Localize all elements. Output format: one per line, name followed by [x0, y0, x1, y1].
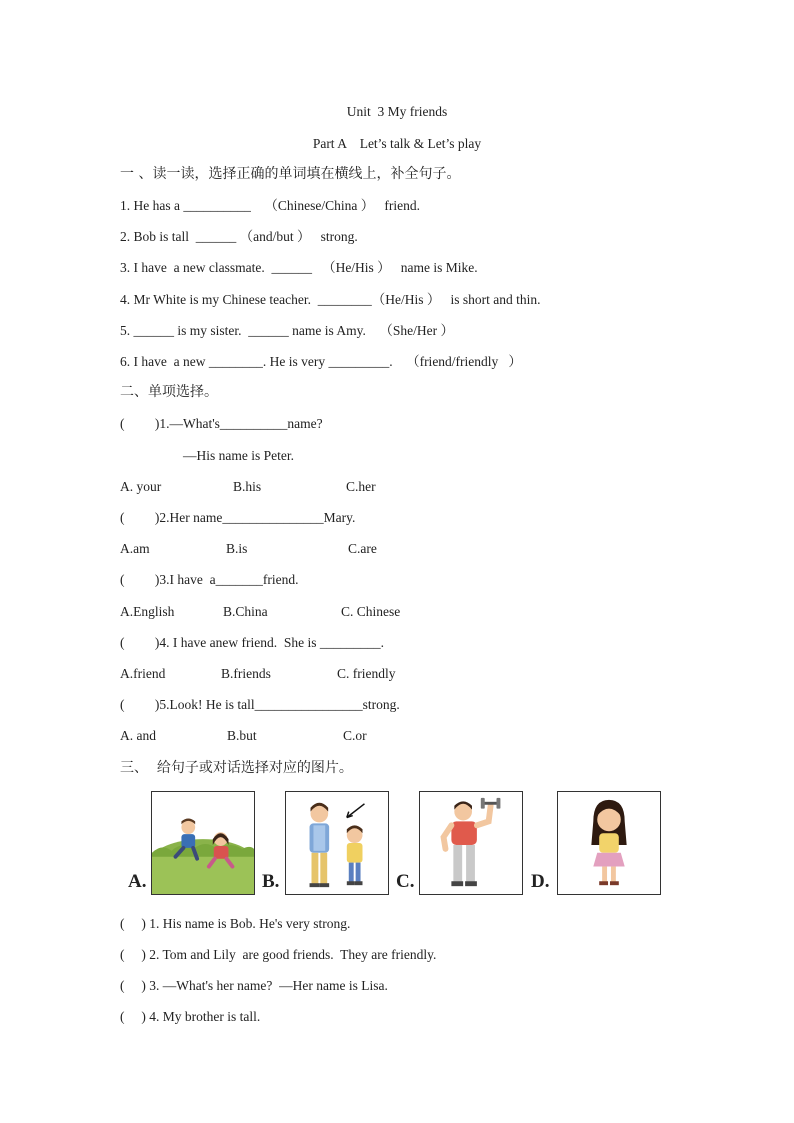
q2-option-b: B.is [226, 541, 248, 556]
q2-option-a: A.am [120, 541, 150, 556]
q2-option-c: C.are [348, 541, 377, 556]
picture-d [557, 791, 661, 895]
strong-man-illustration [420, 792, 522, 894]
question-1: ( )1.—What's__________name? [120, 416, 323, 431]
question-4: ( )4. I have anew friend. She is _________. [120, 635, 384, 650]
section1-item-5: 5. ______ is my sister. ______ name is Amy. （She/Her ） [120, 323, 454, 338]
q5-option-c: C.or [343, 728, 367, 743]
section3-item-3: ( ) 3. —What's her name? —Her name is Lisa. [120, 978, 388, 993]
question-1-answer-line: —His name is Peter. [183, 448, 294, 463]
section1-item-2: 2. Bob is tall ______ （and/but ） strong. [120, 229, 358, 244]
page-subtitle: Part A Let’s talk & Let’s play [312, 136, 482, 151]
q5-option-a: A. and [120, 728, 156, 743]
picture-d-letter: D. [531, 871, 550, 892]
question-5: ( )5.Look! He is tall________________strong. [120, 697, 400, 712]
q1-option-a: A. your [120, 479, 162, 494]
q4-option-c: C. friendly [337, 666, 396, 681]
section1-heading: 一 、读一读，选择正确的单词填在横线上，补全句子。 [120, 166, 461, 182]
picture-a-letter: A. [128, 871, 147, 892]
question-3: ( )3.I have a_______friend. [120, 572, 299, 587]
q1-option-b: B.his [233, 479, 262, 494]
section1-item-3: 3. I have a new classmate. ______ （He/His ） name is Mike. [120, 260, 478, 275]
section3-item-2: ( ) 2. Tom and Lily are good friends. They are friendly. [120, 947, 437, 962]
q4-option-a: A.friend [120, 666, 166, 681]
picture-c-letter: C. [396, 871, 415, 892]
picture-c [419, 791, 523, 895]
q3-option-c: C. Chinese [341, 604, 401, 619]
kids-playing-illustration [152, 792, 254, 894]
section3-item-1: ( ) 1. His name is Bob. He's very strong. [120, 916, 351, 931]
section2-heading: 二、单项选择。 [120, 384, 218, 400]
q3-option-a: A.English [120, 604, 175, 619]
page-title: Unit 3 My friends [346, 104, 448, 119]
section1-item-1: 1. He has a __________ （Chinese/China ） friend. [120, 198, 420, 213]
tall-man-and-boy-illustration [286, 792, 388, 894]
section1-item-4: 4. Mr White is my Chinese teacher. ________（He/His ） is short and thin. [120, 292, 541, 307]
picture-b-letter: B. [262, 871, 280, 892]
q5-option-b: B.but [227, 728, 257, 743]
q1-option-c: C.her [346, 479, 376, 494]
girl-illustration [558, 792, 660, 894]
picture-b [285, 791, 389, 895]
section1-item-6: 6. I have a new ________. He is very _________. （friend/friendly ） [120, 354, 522, 369]
q4-option-b: B.friends [221, 666, 271, 681]
section3-heading: 三、 给句子或对话选择对应的图片。 [120, 760, 353, 776]
question-2: ( )2.Her name_______________Mary. [120, 510, 356, 525]
section3-item-4: ( ) 4. My brother is tall. [120, 1009, 261, 1024]
q3-option-b: B.China [223, 604, 268, 619]
picture-a [151, 791, 255, 895]
